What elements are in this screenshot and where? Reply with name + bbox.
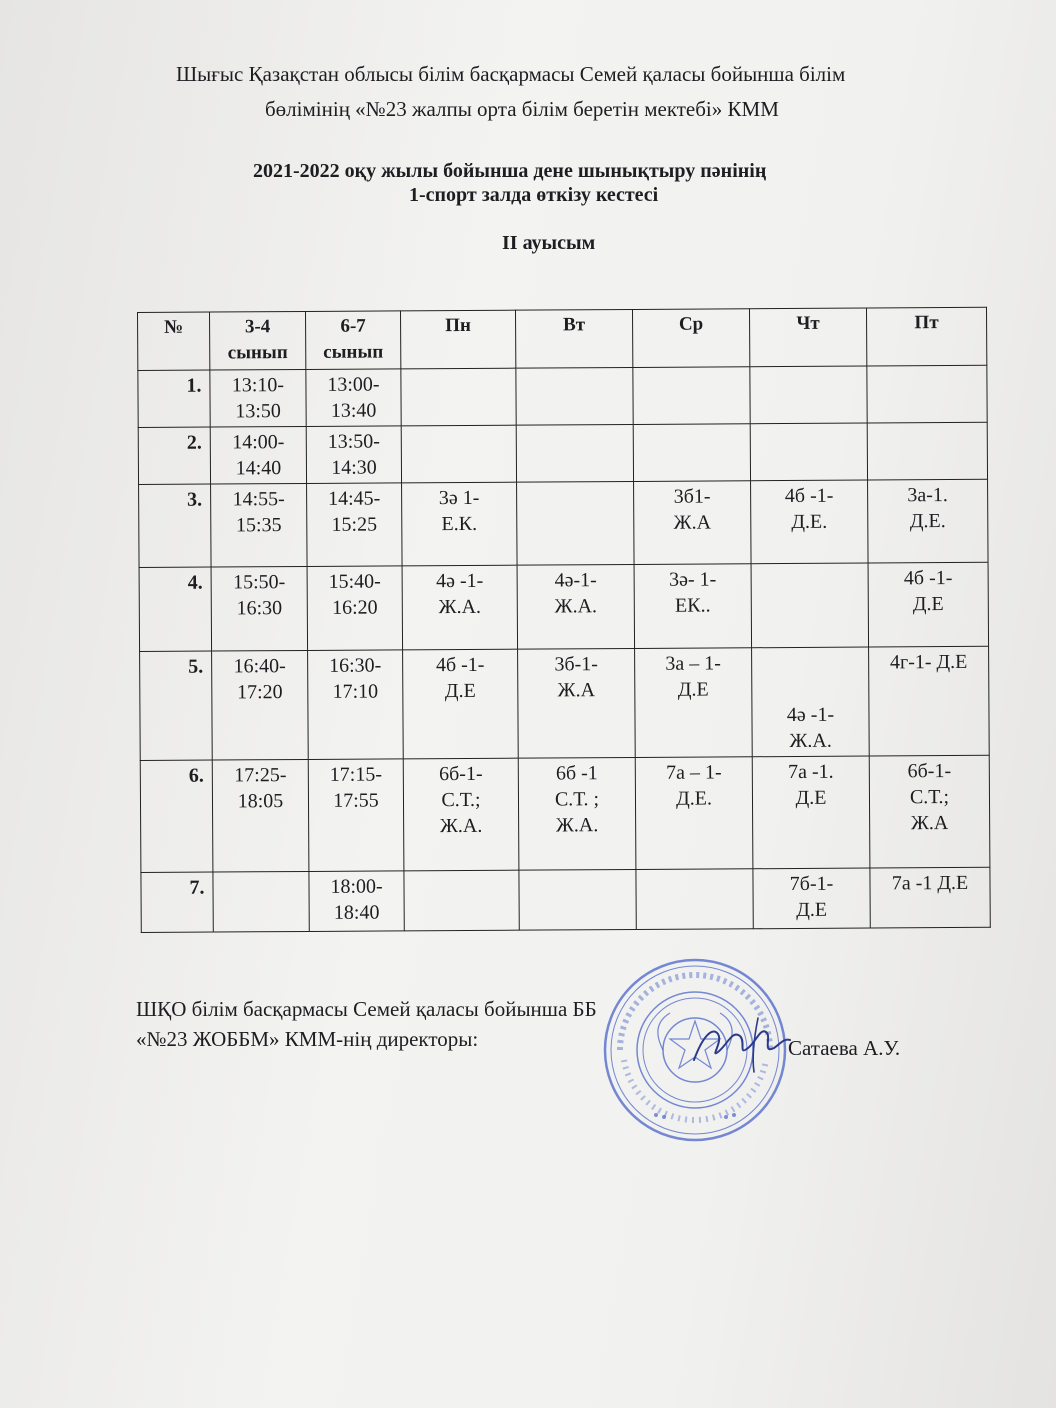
cell-mon: 6б-1- С.Т.; Ж.А. xyxy=(403,758,519,871)
table-row xyxy=(140,755,990,872)
table-header-row xyxy=(138,307,987,370)
table-row xyxy=(138,365,987,427)
title-line-2: 1-спорт залда өткізу кестесі xyxy=(409,184,659,206)
cell-mon: 4ә -1- Ж.А. xyxy=(402,565,518,650)
time-3-4: 14:55- 15:35 xyxy=(211,483,308,567)
cell-fri: 4г-1- Д.Е xyxy=(869,646,990,756)
cell-wed: 7а – 1- Д.Е. xyxy=(635,757,753,870)
cell-fri: 3а-1. Д.Е. xyxy=(868,479,989,563)
time-6-7: 18:00- 18:40 xyxy=(309,871,404,932)
cell-thu: 4ә -1- Ж.А. xyxy=(752,647,870,757)
cell-fri: 6б-1- С.Т.; Ж.А xyxy=(869,755,990,868)
org-header-line-1: Шығыс Қазақстан облысы білім басқармасы Семей қаласы бойынша білім xyxy=(176,62,846,86)
row-number: 2. xyxy=(138,427,210,484)
cell-wed xyxy=(636,869,753,930)
column-header: Ср xyxy=(632,309,749,368)
table-row xyxy=(139,562,988,651)
column-header: № xyxy=(138,312,210,370)
cell-tue xyxy=(516,424,633,482)
time-6-7: 17:15- 17:55 xyxy=(308,759,404,872)
row-number: 7. xyxy=(141,872,213,932)
time-3-4 xyxy=(213,871,309,932)
time-6-7: 14:45- 15:25 xyxy=(307,483,403,567)
cell-mon xyxy=(404,870,519,931)
time-6-7: 15:40- 16:20 xyxy=(307,566,403,651)
time-3-4: 14:00- 14:40 xyxy=(210,426,306,484)
row-number: 6. xyxy=(140,760,213,872)
row-number: 3. xyxy=(139,484,212,567)
cell-fri: 4б -1- Д.Е xyxy=(868,562,989,647)
signature-icon xyxy=(688,1008,798,1078)
cell-tue xyxy=(517,481,635,565)
time-3-4: 16:40- 17:20 xyxy=(212,650,309,760)
time-6-7: 13:00- 13:40 xyxy=(306,369,401,427)
schedule-table xyxy=(137,307,991,933)
cell-wed: 3б1- Ж.А xyxy=(634,481,752,565)
table-row xyxy=(138,422,987,484)
cell-wed: 3ә- 1- ЕК.. xyxy=(634,564,752,649)
row-number: 1. xyxy=(138,370,210,427)
table-row xyxy=(141,867,990,932)
cell-tue: 3б-1- Ж.А xyxy=(518,648,636,758)
table-row xyxy=(139,479,988,567)
cell-fri xyxy=(867,365,987,423)
cell-tue: 6б -1 С.Т. ; Ж.А. xyxy=(518,757,636,870)
cell-thu xyxy=(750,423,867,481)
cell-fri: 7а -1 Д.Е xyxy=(870,867,990,928)
cell-tue xyxy=(519,869,636,930)
cell-thu xyxy=(750,366,867,424)
cell-mon: 4б -1- Д.Е xyxy=(403,649,519,759)
cell-fri xyxy=(867,422,987,480)
footer-line-2: «№23 ЖОББМ» КММ-нің директоры: xyxy=(136,1027,479,1051)
cell-mon: 3ә 1- Е.К. xyxy=(402,482,518,566)
column-header: Пн xyxy=(400,310,515,369)
row-number: 4. xyxy=(139,567,212,651)
cell-thu: 4б -1- Д.Е. xyxy=(751,480,869,564)
table-row xyxy=(140,646,990,760)
cell-thu: 7а -1. Д.Е xyxy=(752,756,870,869)
cell-mon xyxy=(401,368,516,426)
row-number: 5. xyxy=(140,651,213,760)
time-3-4: 13:10- 13:50 xyxy=(210,369,306,427)
column-header: Пт xyxy=(866,307,986,366)
cell-wed xyxy=(633,424,750,482)
org-header-line-2: бөлімінің «№23 жалпы орта білім беретін мектебі» КММ xyxy=(265,97,779,121)
time-3-4: 15:50- 16:30 xyxy=(211,566,308,651)
cell-tue: 4ә-1- Ж.А. xyxy=(517,564,635,649)
signer-name: Сатаева А.У. xyxy=(788,1036,901,1060)
cell-tue xyxy=(516,367,633,425)
column-header: 6-7 сынып xyxy=(305,311,400,370)
time-3-4: 17:25- 18:05 xyxy=(212,759,309,872)
time-6-7: 13:50- 14:30 xyxy=(306,426,401,484)
column-header: Чт xyxy=(749,308,866,367)
time-6-7: 16:30- 17:10 xyxy=(308,650,404,760)
shift-label: ІІ ауысым xyxy=(502,232,596,254)
cell-wed: 3а – 1- Д.Е xyxy=(635,648,753,758)
cell-mon xyxy=(401,425,516,483)
title-line-1: 2021-2022 оқу жылы бойынша дене шынықтыру пәнінің xyxy=(253,160,767,182)
footer-line-1: ШҚО білім басқармасы Семей қаласы бойынша ББ xyxy=(136,997,597,1021)
column-header: 3-4 сынып xyxy=(210,311,306,370)
cell-thu: 7б-1- Д.Е xyxy=(753,868,870,929)
cell-thu xyxy=(751,563,869,648)
column-header: Вт xyxy=(515,309,632,368)
cell-wed xyxy=(633,367,750,425)
